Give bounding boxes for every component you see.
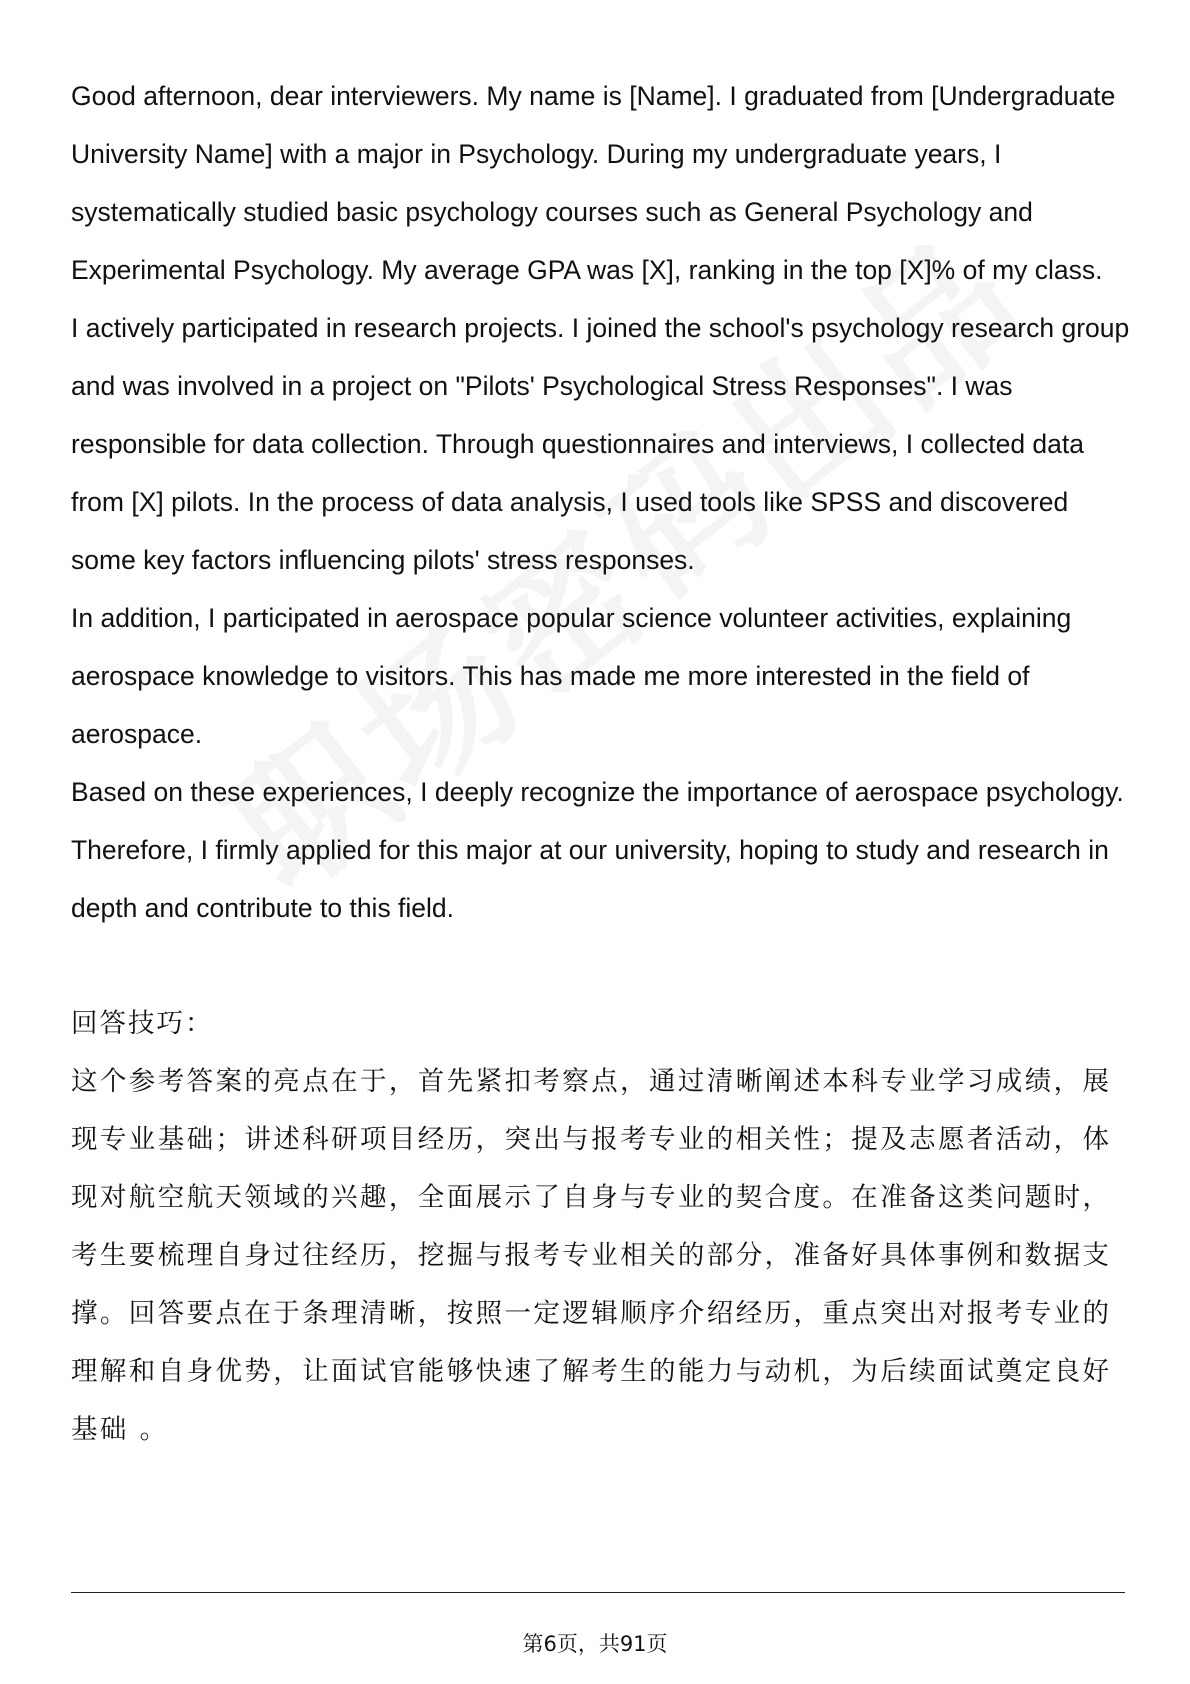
answer-paragraph-4: Based on these experiences, I deeply recognize the importance of aerospace psychology. Therefore, I firmly applied for this major at our university, hoping to study and research in depth and contribute to this field. [71,777,1124,923]
tips-body: 这个参考答案的亮点在于，首先紧扣考察点，通过清晰阐述本科专业学习成绩，展现专业基础；讲述科研项目经历，突出与报考专业的相关性；提及志愿者活动，体现对航空航天领域的兴趣，全面展示了自身与专业的契合度。在准备这类问题时，考生要梳理自身过往经历，挖掘与报考专业相关的部分，准备好具体事例和数据支撑。回答要点在于条理清晰，按照一定逻辑顺序介绍经历，重点突出对报考专业的理解和自身优势，让面试官能够快速了解考生的能力与动机，为后续面试奠定良好基础 。 [71,1066,1112,1445]
page-number: 第6页，共91页 [522,1632,668,1656]
answer-paragraph-3: In addition, I participated in aerospace popular science volunteer activities, explaining aerospace knowledge to visitors. This has made me more interested in the field of aerospace. [71,603,1072,749]
section-spacer [71,937,1131,995]
answer-paragraph-1: Good afternoon, dear interviewers. My name is [Name]. I graduated from [Undergraduate University Name] with a major in Psychology. During my undergraduate years, I systematically studied basic psychology courses such as General Psychology and Experimental Psychology. My average GPA was [X], ranking in the top [X]% of my class. [71,81,1116,285]
footer-divider [71,1592,1125,1593]
page-content [71,67,1131,1459]
tips-heading: 回答技巧： [71,1008,214,1039]
answer-paragraph-2: I actively participated in research projects. I joined the school's psychology research group and was involved in a project on "Pilots' Psychological Stress Responses". I was responsible for data collection. Through questionnaires and interviews, I collected data from [X] pilots. In the process of data analysis, I used tools like SPSS and discovered some key factors influencing pilots' stress responses. [71,313,1130,575]
